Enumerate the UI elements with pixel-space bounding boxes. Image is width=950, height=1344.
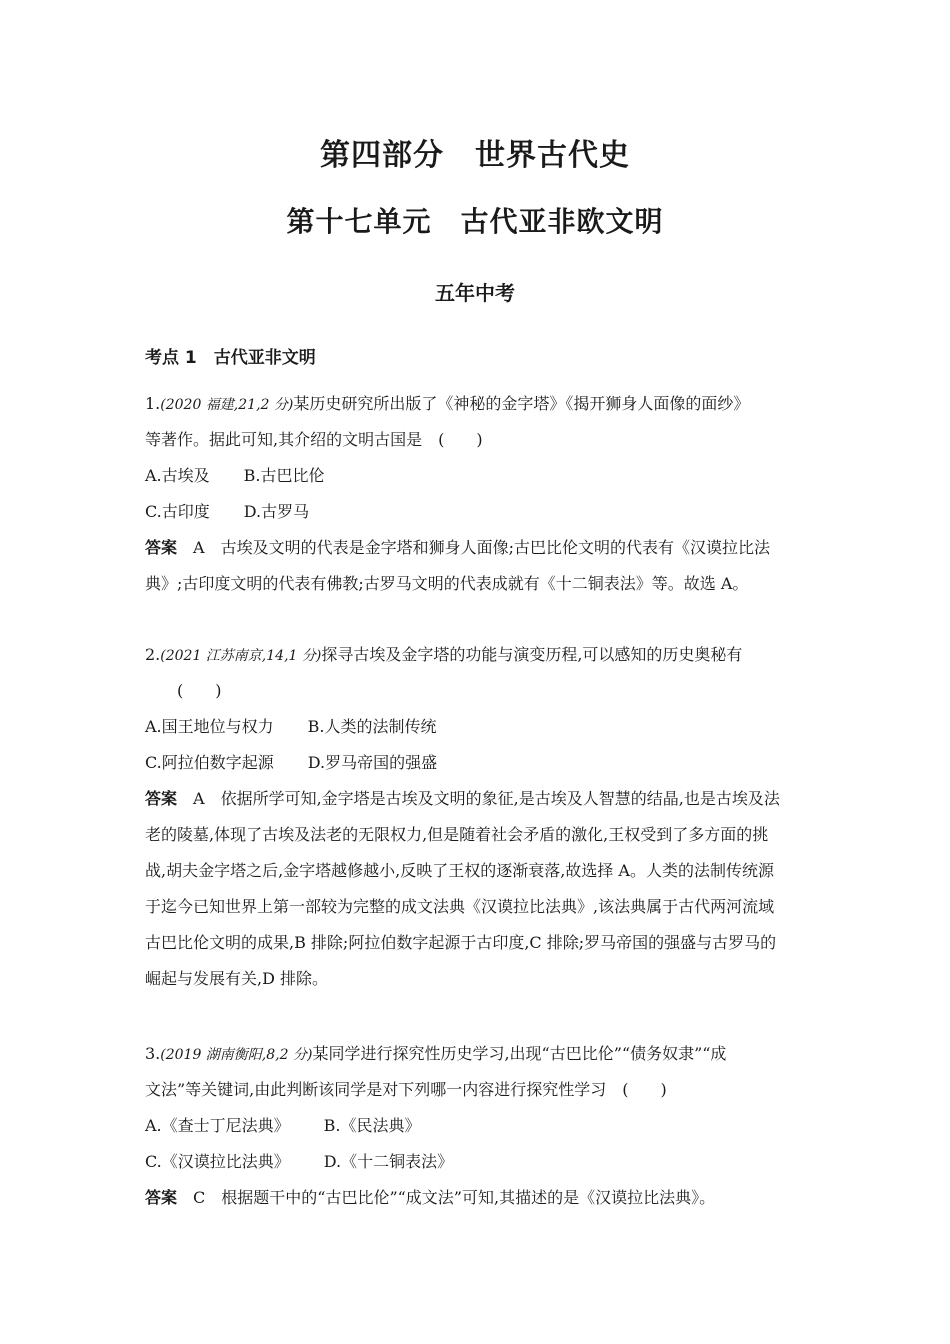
option-d: D.《十二铜表法》	[323, 1152, 454, 1171]
option-c: C.古印度	[145, 502, 210, 521]
question-source: (2019 湖南衡阳,8,2 分)	[160, 1047, 313, 1063]
question-2-answer-line-3: 战,胡夫金字塔之后,金字塔越修越小,反映了王权的逐渐衰落,故选择 A。人类的法制传统源	[145, 861, 774, 880]
question-1-stem-line-1	[145, 386, 810, 422]
question-number: 3.	[145, 1044, 161, 1063]
question-source: (2020 福建,21,2 分)	[160, 397, 294, 413]
part-title: 第四部分 世界古代史	[320, 138, 630, 173]
unit-title: 第十七单元 古代亚非欧文明	[286, 205, 664, 238]
answer-label: 答案	[145, 538, 178, 557]
question-stem: 某历史研究所出版了《神秘的金字塔》《揭开狮身人面像的面纱》	[293, 394, 750, 413]
question-2-stem-line-2: ( )	[177, 681, 222, 700]
question-2-answer-line-2: 老的陵墓,体现了古埃及法老的无限权力,但是随着社会矛盾的激化,王权受到了多方面的挑	[145, 825, 769, 844]
section-heading: 考点 1 古代亚非文明	[145, 348, 316, 368]
question-3-stem-line-1	[145, 1036, 810, 1072]
question-stem: 某同学进行探究性历史学习,出现“古巴比伦”“债务奴隶”“成	[312, 1044, 727, 1063]
question-2-stem-line-1	[145, 637, 810, 673]
answer-label: 答案	[145, 789, 178, 808]
question-3-answer-line-1	[145, 1180, 810, 1216]
question-1-answer-line-1	[145, 530, 810, 566]
question-number: 1.	[145, 394, 161, 413]
question-3-stem-line-2: 文法”等关键词,由此判断该同学是对下列哪一内容进行探究性学习 ( )	[145, 1080, 667, 1099]
option-d: D.罗马帝国的强盛	[307, 753, 438, 772]
question-2-answer-line-5: 古巴比伦文明的成果,B 排除;阿拉伯数字起源于古印度,C 排除;罗马帝国的强盛与古罗马的	[145, 933, 777, 952]
option-a: A.古埃及	[145, 466, 210, 485]
option-c: C.阿拉伯数字起源	[145, 753, 274, 772]
question-2-answer-line-4: 于迄今已知世界上第一部较为完整的成文法典《汉谟拉比法典》,该法典属于古代两河流域	[145, 897, 775, 916]
option-a: A.国王地位与权力	[145, 717, 274, 736]
question-3-options-row-1	[145, 1108, 810, 1144]
question-1-answer-line-2: 典》;古印度文明的代表有佛教;古罗马文明的代表成就有《十二铜表法》等。故选 A。	[145, 574, 749, 593]
option-b: B.人类的法制传统	[307, 717, 437, 736]
answer-text: C 根据题干中的“古巴比伦”“成文法”可知,其描述的是《汉谟拉比法典》。	[177, 1188, 716, 1207]
question-number: 2.	[145, 645, 161, 664]
question-2-answer-line-1	[145, 781, 810, 817]
option-b: B.《民法典》	[323, 1116, 421, 1135]
option-b: B.古巴比伦	[243, 466, 325, 485]
answer-text: A 古埃及文明的代表是金字塔和狮身人面像;古巴比伦文明的代表有《汉谟拉比法	[177, 538, 770, 557]
question-2-options-row-1	[145, 709, 810, 745]
question-1-options-row-2	[145, 494, 810, 530]
question-1-stem-line-2: 等著作。据此可知,其介绍的文明古国是 ( )	[145, 430, 483, 449]
question-2	[145, 637, 810, 997]
question-stem: 探寻古埃及金字塔的功能与演变历程,可以感知的历史奥秘有	[321, 645, 743, 664]
sub-title: 五年中考	[435, 281, 515, 305]
option-d: D.古罗马	[243, 502, 310, 521]
option-a: A.《查士丁尼法典》	[145, 1116, 290, 1135]
question-3	[145, 1036, 810, 1216]
question-2-options-row-2	[145, 745, 810, 781]
question-2-answer-line-6: 崛起与发展有关,D 排除。	[145, 969, 329, 988]
question-3-options-row-2	[145, 1144, 810, 1180]
option-c: C.《汉谟拉比法典》	[145, 1152, 290, 1171]
question-1	[145, 386, 810, 602]
question-source: (2021 江苏南京,14,1 分)	[160, 648, 322, 664]
answer-label: 答案	[145, 1188, 178, 1207]
question-1-options-row-1	[145, 458, 810, 494]
answer-text: A 依据所学可知,金字塔是古埃及文明的象征,是古埃及人智慧的结晶,也是古埃及法	[177, 789, 780, 808]
